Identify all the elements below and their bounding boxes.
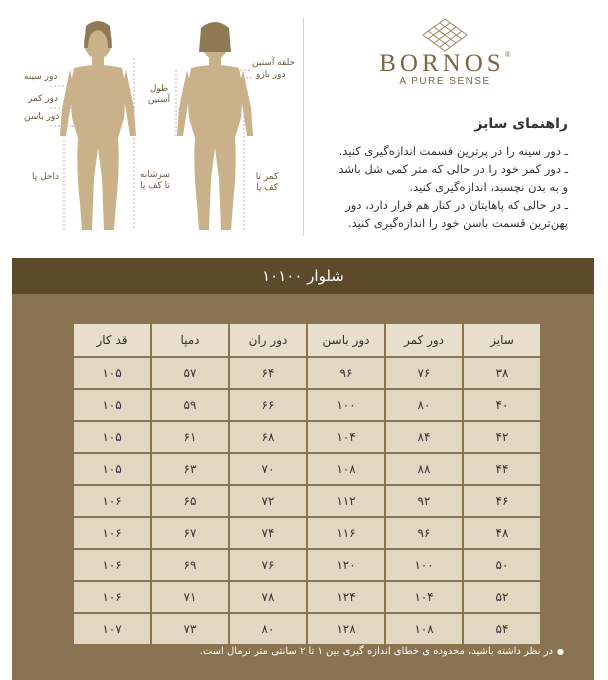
table-cell: ۶۹ (151, 549, 229, 581)
size-guide-header (0, 0, 608, 252)
table-cell: ۶۷ (151, 517, 229, 549)
table-cell: ۶۴ (229, 357, 307, 389)
brand-name (365, 50, 525, 78)
table-cell: ۵۲ (463, 581, 541, 613)
table-row (73, 421, 541, 453)
table-cell: ۷۶ (385, 357, 463, 389)
table-cell: ۱۰۴ (307, 421, 385, 453)
guide-line-3: و به بدن نچسبد، اندازه‌گیری کنید. (409, 180, 568, 194)
table-cell: ۱۲۴ (307, 581, 385, 613)
table-cell: ۷۰ (229, 453, 307, 485)
table-cell: ۱۰۰ (307, 389, 385, 421)
table-cell: ۱۰۶ (73, 549, 151, 581)
registered-mark: ® (504, 50, 511, 59)
table-cell: ۴۸ (463, 517, 541, 549)
shoulder-to-sole-label: سرشانه تا کف پا (139, 170, 170, 191)
table-cell: ۸۰ (229, 613, 307, 645)
column-header: دور کمر (385, 323, 463, 357)
table-cell: ۴۰ (463, 389, 541, 421)
product-title: شلوار ۱۰۱۰۰ (262, 267, 344, 285)
table-cell: ۷۶ (229, 549, 307, 581)
table-row (73, 485, 541, 517)
table-cell: ۹۶ (307, 357, 385, 389)
table-cell: ۱۱۲ (307, 485, 385, 517)
table-cell: ۴۶ (463, 485, 541, 517)
table-cell: ۴۲ (463, 421, 541, 453)
table-cell: ۶۸ (229, 421, 307, 453)
table-cell: ۷۳ (151, 613, 229, 645)
table-cell: ۷۱ (151, 581, 229, 613)
brand-tagline: A PURE SENSE (399, 76, 491, 87)
body-measurement-diagram (10, 8, 300, 244)
guide-line-4: ـ در حالی که پاهایتان در کنار هم قرار دارد، دور (345, 198, 568, 212)
sleeve-length-label: طول آستین (147, 84, 171, 105)
table-cell: ۵۴ (463, 613, 541, 645)
table-cell: ۶۵ (151, 485, 229, 517)
column-header: سایز (463, 323, 541, 357)
size-guide-instructions (278, 116, 568, 232)
table-cell: ۹۶ (385, 517, 463, 549)
waist-label: دور کمر (28, 94, 59, 104)
table-cell: ۹۲ (385, 485, 463, 517)
diamond-logo-icon (422, 18, 468, 52)
table-cell: ۳۸ (463, 357, 541, 389)
table-cell: ۵۷ (151, 357, 229, 389)
hip-label: دور باسن (24, 112, 60, 122)
column-header: قد کار (73, 323, 151, 357)
table-row (73, 613, 541, 645)
table-cell: ۱۰۸ (385, 613, 463, 645)
guide-line-2: ـ دور کمر خود را در حالی که متر کمی شل باشد (338, 162, 568, 176)
table-cell: ۱۲۰ (307, 549, 385, 581)
table-cell: ۸۴ (385, 421, 463, 453)
table-cell: ۱۰۷ (73, 613, 151, 645)
table-row (73, 389, 541, 421)
table-cell: ۶۱ (151, 421, 229, 453)
table-header-row (73, 323, 541, 357)
table-cell: ۵۰ (463, 549, 541, 581)
table-cell: ۱۰۵ (73, 389, 151, 421)
table-cell: ۱۰۶ (73, 517, 151, 549)
size-guide-title: راهنمای سایز (474, 116, 568, 132)
brand-logo (365, 16, 525, 100)
table-cell: ۷۴ (229, 517, 307, 549)
product-title-band (12, 258, 594, 294)
table-cell: ۷۲ (229, 485, 307, 517)
bullet-icon: ● (557, 647, 564, 656)
table-cell: ۱۰۸ (307, 453, 385, 485)
waist-to-sole-label: کمر تا کف پا (255, 172, 279, 193)
upper-arm-label: دور بازو (256, 70, 286, 80)
table-row (73, 453, 541, 485)
inseam-label: داخل پا (32, 172, 59, 182)
table-cell: ۱۰۵ (73, 357, 151, 389)
guide-line-1: ـ دور سینه را در پرترین قسمت اندازه‌گیری کنید. (338, 144, 568, 158)
table-cell: ۱۰۰ (385, 549, 463, 581)
table-cell: ۸۸ (385, 453, 463, 485)
table-cell: ۱۰۴ (385, 581, 463, 613)
table-cell: ۷۸ (229, 581, 307, 613)
guide-line-5: پهن‌ترین قسمت باسن خود را اندازه‌گیری کنید. (347, 216, 568, 230)
table-cell: ۱۱۶ (307, 517, 385, 549)
table-row (73, 549, 541, 581)
front-body-figure (60, 25, 136, 230)
column-header: دور باسن (307, 323, 385, 357)
bust-label: دور سینه (24, 72, 58, 82)
column-header: دمپا (151, 323, 229, 357)
table-cell: ۱۰۵ (73, 453, 151, 485)
armhole-label: حلقه آستین (252, 58, 296, 68)
table-cell: ۴۴ (463, 453, 541, 485)
table-row (73, 357, 541, 389)
note-text: در نظر داشته باشید، محدوده ی خطای اندازه گیری بین ۱ تا ۲ سانتی متر نرمال است. (199, 646, 554, 657)
table-cell: ۶۶ (229, 389, 307, 421)
table-cell: ۱۰۶ (73, 581, 151, 613)
table-row (73, 581, 541, 613)
table-cell: ۶۳ (151, 453, 229, 485)
back-body-figure (177, 25, 253, 230)
table-cell: ۱۰۵ (73, 421, 151, 453)
table-cell: ۸۰ (385, 389, 463, 421)
size-table-panel (12, 294, 594, 680)
brand-name-text: BORNOS (379, 50, 505, 77)
column-header: دور ران (229, 323, 307, 357)
table-cell: ۱۲۸ (307, 613, 385, 645)
size-table (72, 322, 542, 646)
table-cell: ۱۰۶ (73, 485, 151, 517)
measurement-error-note (200, 646, 564, 657)
table-row (73, 517, 541, 549)
table-cell: ۵۹ (151, 389, 229, 421)
